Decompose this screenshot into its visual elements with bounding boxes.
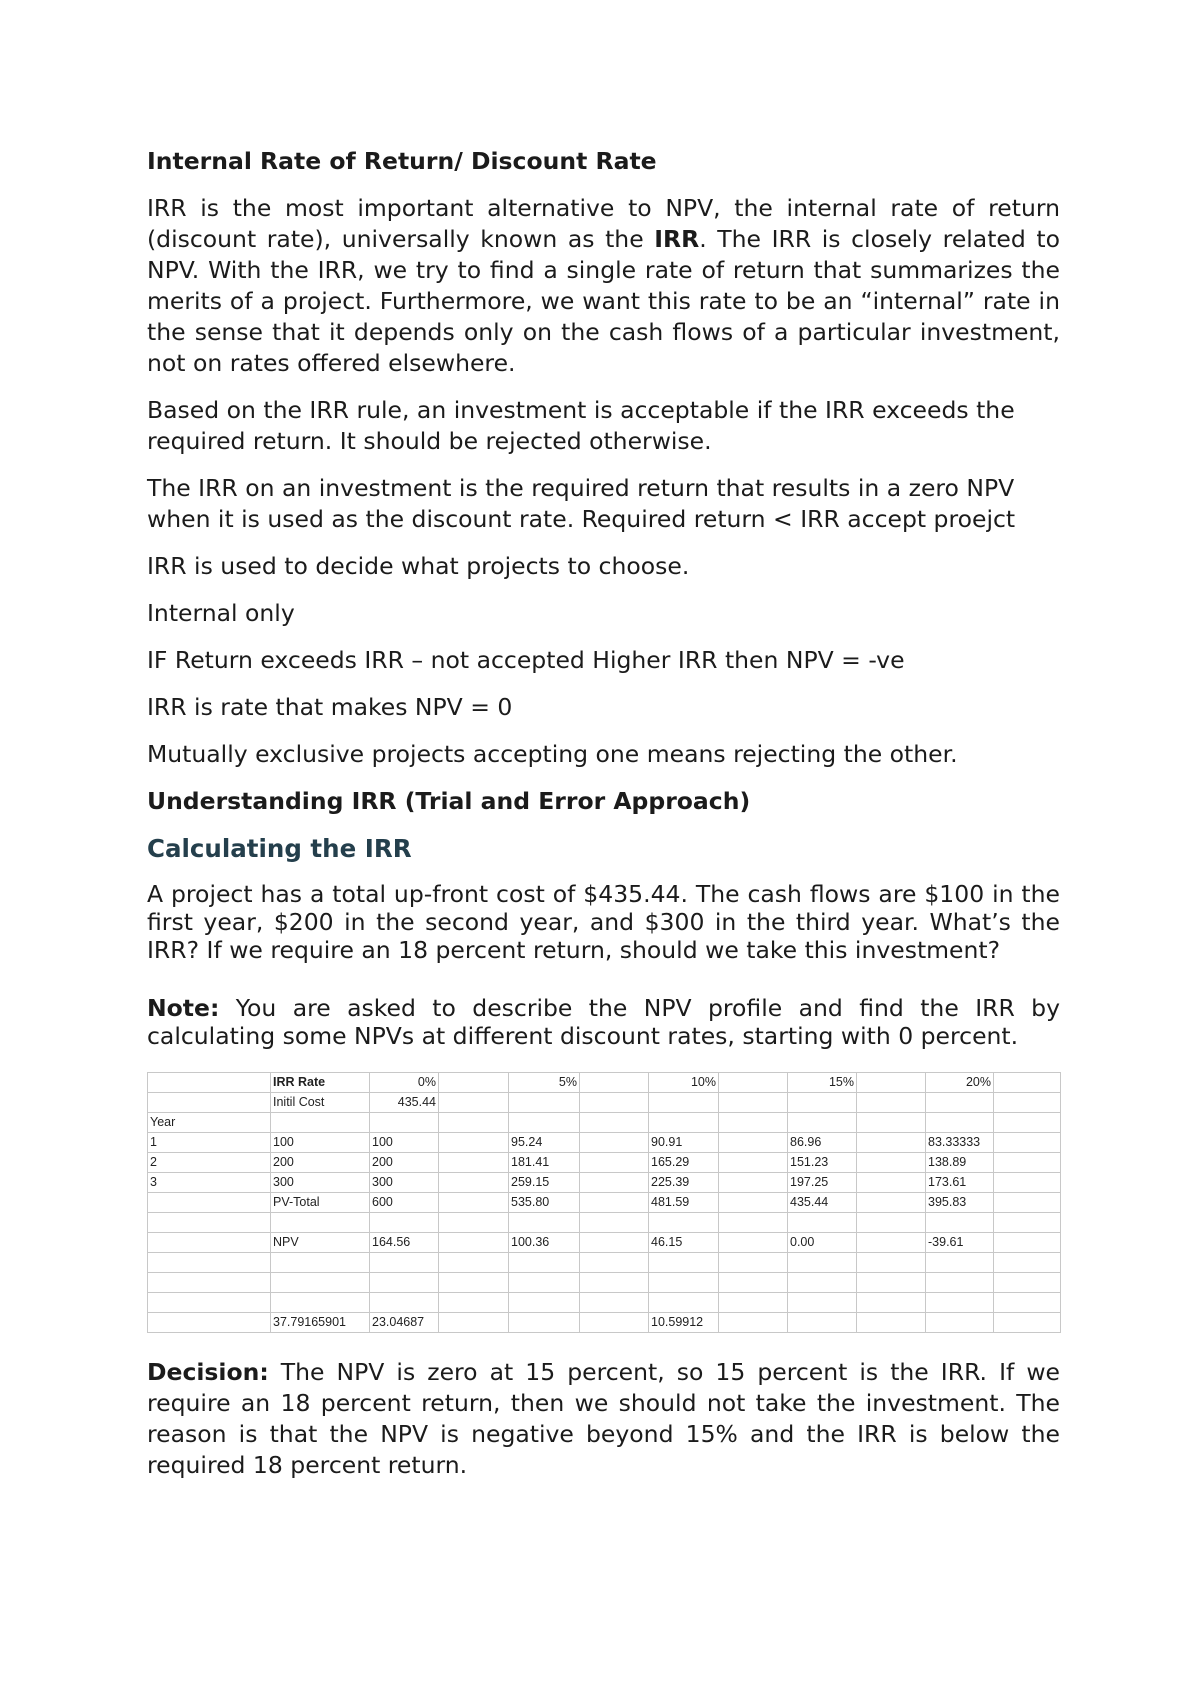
paragraph-mutually-exclusive: Mutually exclusive projects accepting one means rejecting the other. [147, 740, 958, 768]
sheet-cell [148, 1093, 271, 1113]
sheet-row [148, 1133, 1061, 1153]
sheet-cell [148, 1193, 271, 1213]
sheet-cell [994, 1073, 1061, 1093]
sheet-cell [580, 1273, 649, 1293]
sheet-row [148, 1193, 1061, 1213]
sheet-cell [719, 1133, 788, 1153]
sheet-cell [509, 1253, 580, 1273]
sheet-cell [509, 1113, 580, 1133]
sheet-cell [857, 1093, 926, 1113]
sheet-cell: 259.15 [509, 1173, 580, 1193]
sheet-cell [649, 1213, 719, 1233]
sheet-cell [994, 1173, 1061, 1193]
intro-text-after: . The IRR is closely related to NPV. With the IRR, we try to find a single rate of return that summarizes the merits of a project. Furthermore, we want this rate to be an “internal” rate in the sense that it depends only on the cash flows of a particular investment, not on rates offered elsewhere. [147, 225, 1060, 377]
sheet-cell [719, 1193, 788, 1213]
sheet-cell [649, 1293, 719, 1313]
heading-calculating-irr: Calculating the IRR [147, 834, 412, 863]
sheet-cell [926, 1093, 994, 1113]
sheet-cell [926, 1253, 994, 1273]
sheet-cell [719, 1233, 788, 1253]
sheet-cell [271, 1293, 370, 1313]
sheet-cell: 37.79165901 [271, 1313, 370, 1333]
sheet-cell [857, 1293, 926, 1313]
sheet-cell [439, 1153, 509, 1173]
decision-label: Decision: [147, 1358, 269, 1386]
sheet-cell [439, 1233, 509, 1253]
sheet-cell [580, 1293, 649, 1313]
sheet-cell: 2 [148, 1153, 271, 1173]
sheet-cell: 300 [271, 1173, 370, 1193]
sheet-cell [580, 1193, 649, 1213]
sheet-cell [370, 1293, 439, 1313]
sheet-row [148, 1213, 1061, 1233]
sheet-cell [509, 1093, 580, 1113]
sheet-cell [857, 1153, 926, 1173]
sheet-cell: 1 [148, 1133, 271, 1153]
sheet-cell [994, 1213, 1061, 1233]
sheet-row [148, 1113, 1061, 1133]
paragraph-decision [147, 1357, 1060, 1481]
sheet-cell: 10% [649, 1073, 719, 1093]
heading-irr: Internal Rate of Return/ Discount Rate [147, 147, 657, 175]
sheet-cell [788, 1313, 857, 1333]
sheet-cell [439, 1273, 509, 1293]
paragraph-irr-decide: IRR is used to decide what projects to choose. [147, 552, 690, 580]
paragraph-npv-zero: IRR is rate that makes NPV = 0 [147, 693, 513, 721]
sheet-row [148, 1293, 1061, 1313]
paragraph-return-exceeds: IF Return exceeds IRR – not accepted Higher IRR then NPV = -ve [147, 646, 905, 674]
sheet-cell [148, 1213, 271, 1233]
sheet-cell: 435.44 [788, 1193, 857, 1213]
sheet-row [148, 1073, 1061, 1093]
sheet-cell [857, 1133, 926, 1153]
sheet-cell [994, 1153, 1061, 1173]
sheet-cell: 83.33333 [926, 1133, 994, 1153]
sheet-cell [719, 1113, 788, 1133]
sheet-cell: 300 [370, 1173, 439, 1193]
sheet-cell [580, 1253, 649, 1273]
sheet-cell [580, 1213, 649, 1233]
paragraph-irr-zero-npv: The IRR on an investment is the required return that results in a zero NPV when it is used as the discount rate. Required return < IRR accept proejct [147, 474, 1016, 533]
heading-understanding-irr: Understanding IRR (Trial and Error Approach) [147, 787, 751, 815]
sheet-cell: 20% [926, 1073, 994, 1093]
sheet-cell: 138.89 [926, 1153, 994, 1173]
sheet-cell [271, 1113, 370, 1133]
sheet-cell: 90.91 [649, 1133, 719, 1153]
sheet-cell: 10.59912 [649, 1313, 719, 1333]
sheet-cell: 600 [370, 1193, 439, 1213]
sheet-row [148, 1153, 1061, 1173]
sheet-cell: 5% [509, 1073, 580, 1093]
sheet-cell [509, 1273, 580, 1293]
sheet-cell [926, 1293, 994, 1313]
sheet-cell: 435.44 [370, 1093, 439, 1113]
sheet-cell [719, 1173, 788, 1193]
sheet-row [148, 1173, 1061, 1193]
sheet-cell [926, 1313, 994, 1333]
sheet-cell [649, 1273, 719, 1293]
sheet-cell: 0% [370, 1073, 439, 1093]
irr-spreadsheet-table [147, 1072, 1061, 1333]
sheet-cell: 535.80 [509, 1193, 580, 1213]
sheet-cell [439, 1113, 509, 1133]
sheet-cell: 395.83 [926, 1193, 994, 1213]
sheet-row [148, 1253, 1061, 1273]
sheet-cell [857, 1273, 926, 1293]
sheet-cell [509, 1213, 580, 1233]
sheet-cell [649, 1253, 719, 1273]
sheet-cell [370, 1113, 439, 1133]
sheet-cell: 181.41 [509, 1153, 580, 1173]
sheet-cell: 3 [148, 1173, 271, 1193]
sheet-cell: 225.39 [649, 1173, 719, 1193]
sheet-cell: 95.24 [509, 1133, 580, 1153]
sheet-cell: 197.25 [788, 1173, 857, 1193]
decision-text: The NPV is zero at 15 percent, so 15 percent is the IRR. If we require an 18 percent return, then we should not take the investment. The reason is that the NPV is negative beyond 15% and the IRR is below the required 18 percent return. [147, 1358, 1060, 1479]
spreadsheet-image [147, 1072, 1060, 1333]
sheet-cell [580, 1313, 649, 1333]
sheet-cell [994, 1133, 1061, 1153]
sheet-cell [719, 1073, 788, 1093]
sheet-row [148, 1313, 1061, 1333]
sheet-cell: NPV [271, 1233, 370, 1253]
sheet-cell [857, 1073, 926, 1093]
sheet-cell: PV-Total [271, 1193, 370, 1213]
sheet-cell [148, 1073, 271, 1093]
sheet-cell: 86.96 [788, 1133, 857, 1153]
sheet-cell: 165.29 [649, 1153, 719, 1173]
sheet-cell: 100 [370, 1133, 439, 1153]
sheet-cell [719, 1213, 788, 1233]
sheet-cell [439, 1193, 509, 1213]
sheet-cell: 23.04687 [370, 1313, 439, 1333]
sheet-cell [788, 1213, 857, 1233]
sheet-cell [439, 1253, 509, 1273]
intro-text-before: IRR is the most important alternative to NPV, the internal rate of return (discount rate), universally known as the [147, 194, 1060, 253]
sheet-cell: 200 [271, 1153, 370, 1173]
sheet-cell [271, 1273, 370, 1293]
sheet-cell: 173.61 [926, 1173, 994, 1193]
document-page [147, 146, 1060, 1497]
sheet-cell [857, 1313, 926, 1333]
sheet-cell [994, 1233, 1061, 1253]
sheet-cell [271, 1253, 370, 1273]
sheet-cell [580, 1113, 649, 1133]
sheet-cell [148, 1313, 271, 1333]
sheet-cell [439, 1133, 509, 1153]
sheet-cell [719, 1273, 788, 1293]
sheet-cell [649, 1093, 719, 1113]
sheet-cell [788, 1293, 857, 1313]
sheet-cell: 200 [370, 1153, 439, 1173]
sheet-cell [857, 1193, 926, 1213]
sheet-cell [788, 1273, 857, 1293]
sheet-cell [857, 1213, 926, 1233]
sheet-cell [370, 1213, 439, 1233]
paragraph-irr-rule: Based on the IRR rule, an investment is acceptable if the IRR exceeds the required return. It should be rejected otherwise. [147, 396, 1015, 455]
sheet-cell [994, 1253, 1061, 1273]
sheet-cell [719, 1293, 788, 1313]
sheet-cell [857, 1253, 926, 1273]
paragraph-problem: A project has a total up-front cost of $435.44. The cash flows are $100 in the first year, $200 in the second year, and $300 in the third year. What’s the IRR? If we require an 18 percent return, should we take this investment? [147, 880, 1060, 964]
sheet-cell [580, 1153, 649, 1173]
sheet-cell: IRR Rate [271, 1073, 370, 1093]
sheet-cell [580, 1173, 649, 1193]
sheet-cell [926, 1273, 994, 1293]
sheet-cell [994, 1293, 1061, 1313]
sheet-cell: 15% [788, 1073, 857, 1093]
sheet-cell: 46.15 [649, 1233, 719, 1253]
sheet-cell [857, 1173, 926, 1193]
sheet-cell [509, 1293, 580, 1313]
sheet-cell [788, 1113, 857, 1133]
sheet-cell [148, 1293, 271, 1313]
note-label: Note: [147, 994, 220, 1022]
sheet-cell [649, 1113, 719, 1133]
sheet-cell [719, 1253, 788, 1273]
paragraph-irr-intro [147, 193, 1060, 379]
sheet-row [148, 1093, 1061, 1113]
intro-bold-irr: IRR [654, 225, 700, 253]
sheet-cell [580, 1133, 649, 1153]
sheet-cell: 0.00 [788, 1233, 857, 1253]
sheet-cell [926, 1113, 994, 1133]
sheet-cell: Year [148, 1113, 271, 1133]
sheet-cell [788, 1253, 857, 1273]
sheet-cell [857, 1113, 926, 1133]
sheet-cell [148, 1253, 271, 1273]
sheet-cell [994, 1093, 1061, 1113]
sheet-row [148, 1233, 1061, 1253]
sheet-cell [719, 1153, 788, 1173]
sheet-cell: 100.36 [509, 1233, 580, 1253]
sheet-cell [580, 1073, 649, 1093]
sheet-cell: 481.59 [649, 1193, 719, 1213]
sheet-cell [580, 1233, 649, 1253]
sheet-cell [926, 1213, 994, 1233]
sheet-cell [148, 1273, 271, 1293]
sheet-cell: 100 [271, 1133, 370, 1153]
sheet-cell [580, 1093, 649, 1113]
sheet-cell [994, 1113, 1061, 1133]
sheet-cell [148, 1233, 271, 1253]
sheet-cell [719, 1313, 788, 1333]
sheet-cell [439, 1093, 509, 1113]
sheet-cell [719, 1093, 788, 1113]
paragraph-internal-only: Internal only [147, 599, 295, 627]
sheet-cell [994, 1313, 1061, 1333]
sheet-cell [439, 1313, 509, 1333]
sheet-cell [439, 1073, 509, 1093]
sheet-cell: 151.23 [788, 1153, 857, 1173]
sheet-cell [439, 1293, 509, 1313]
note-text: You are asked to describe the NPV profile and find the IRR by calculating some NPVs at different discount rates, starting with 0 percent. [147, 994, 1060, 1050]
sheet-cell [994, 1273, 1061, 1293]
sheet-cell: Initil Cost [271, 1093, 370, 1113]
sheet-cell [370, 1253, 439, 1273]
sheet-cell [994, 1193, 1061, 1213]
sheet-cell [439, 1213, 509, 1233]
sheet-cell: 164.56 [370, 1233, 439, 1253]
sheet-cell [509, 1313, 580, 1333]
sheet-cell [788, 1093, 857, 1113]
sheet-cell [439, 1173, 509, 1193]
sheet-cell [370, 1273, 439, 1293]
sheet-cell [271, 1213, 370, 1233]
sheet-cell [857, 1233, 926, 1253]
paragraph-note [147, 994, 1060, 1050]
sheet-cell: -39.61 [926, 1233, 994, 1253]
sheet-row [148, 1273, 1061, 1293]
